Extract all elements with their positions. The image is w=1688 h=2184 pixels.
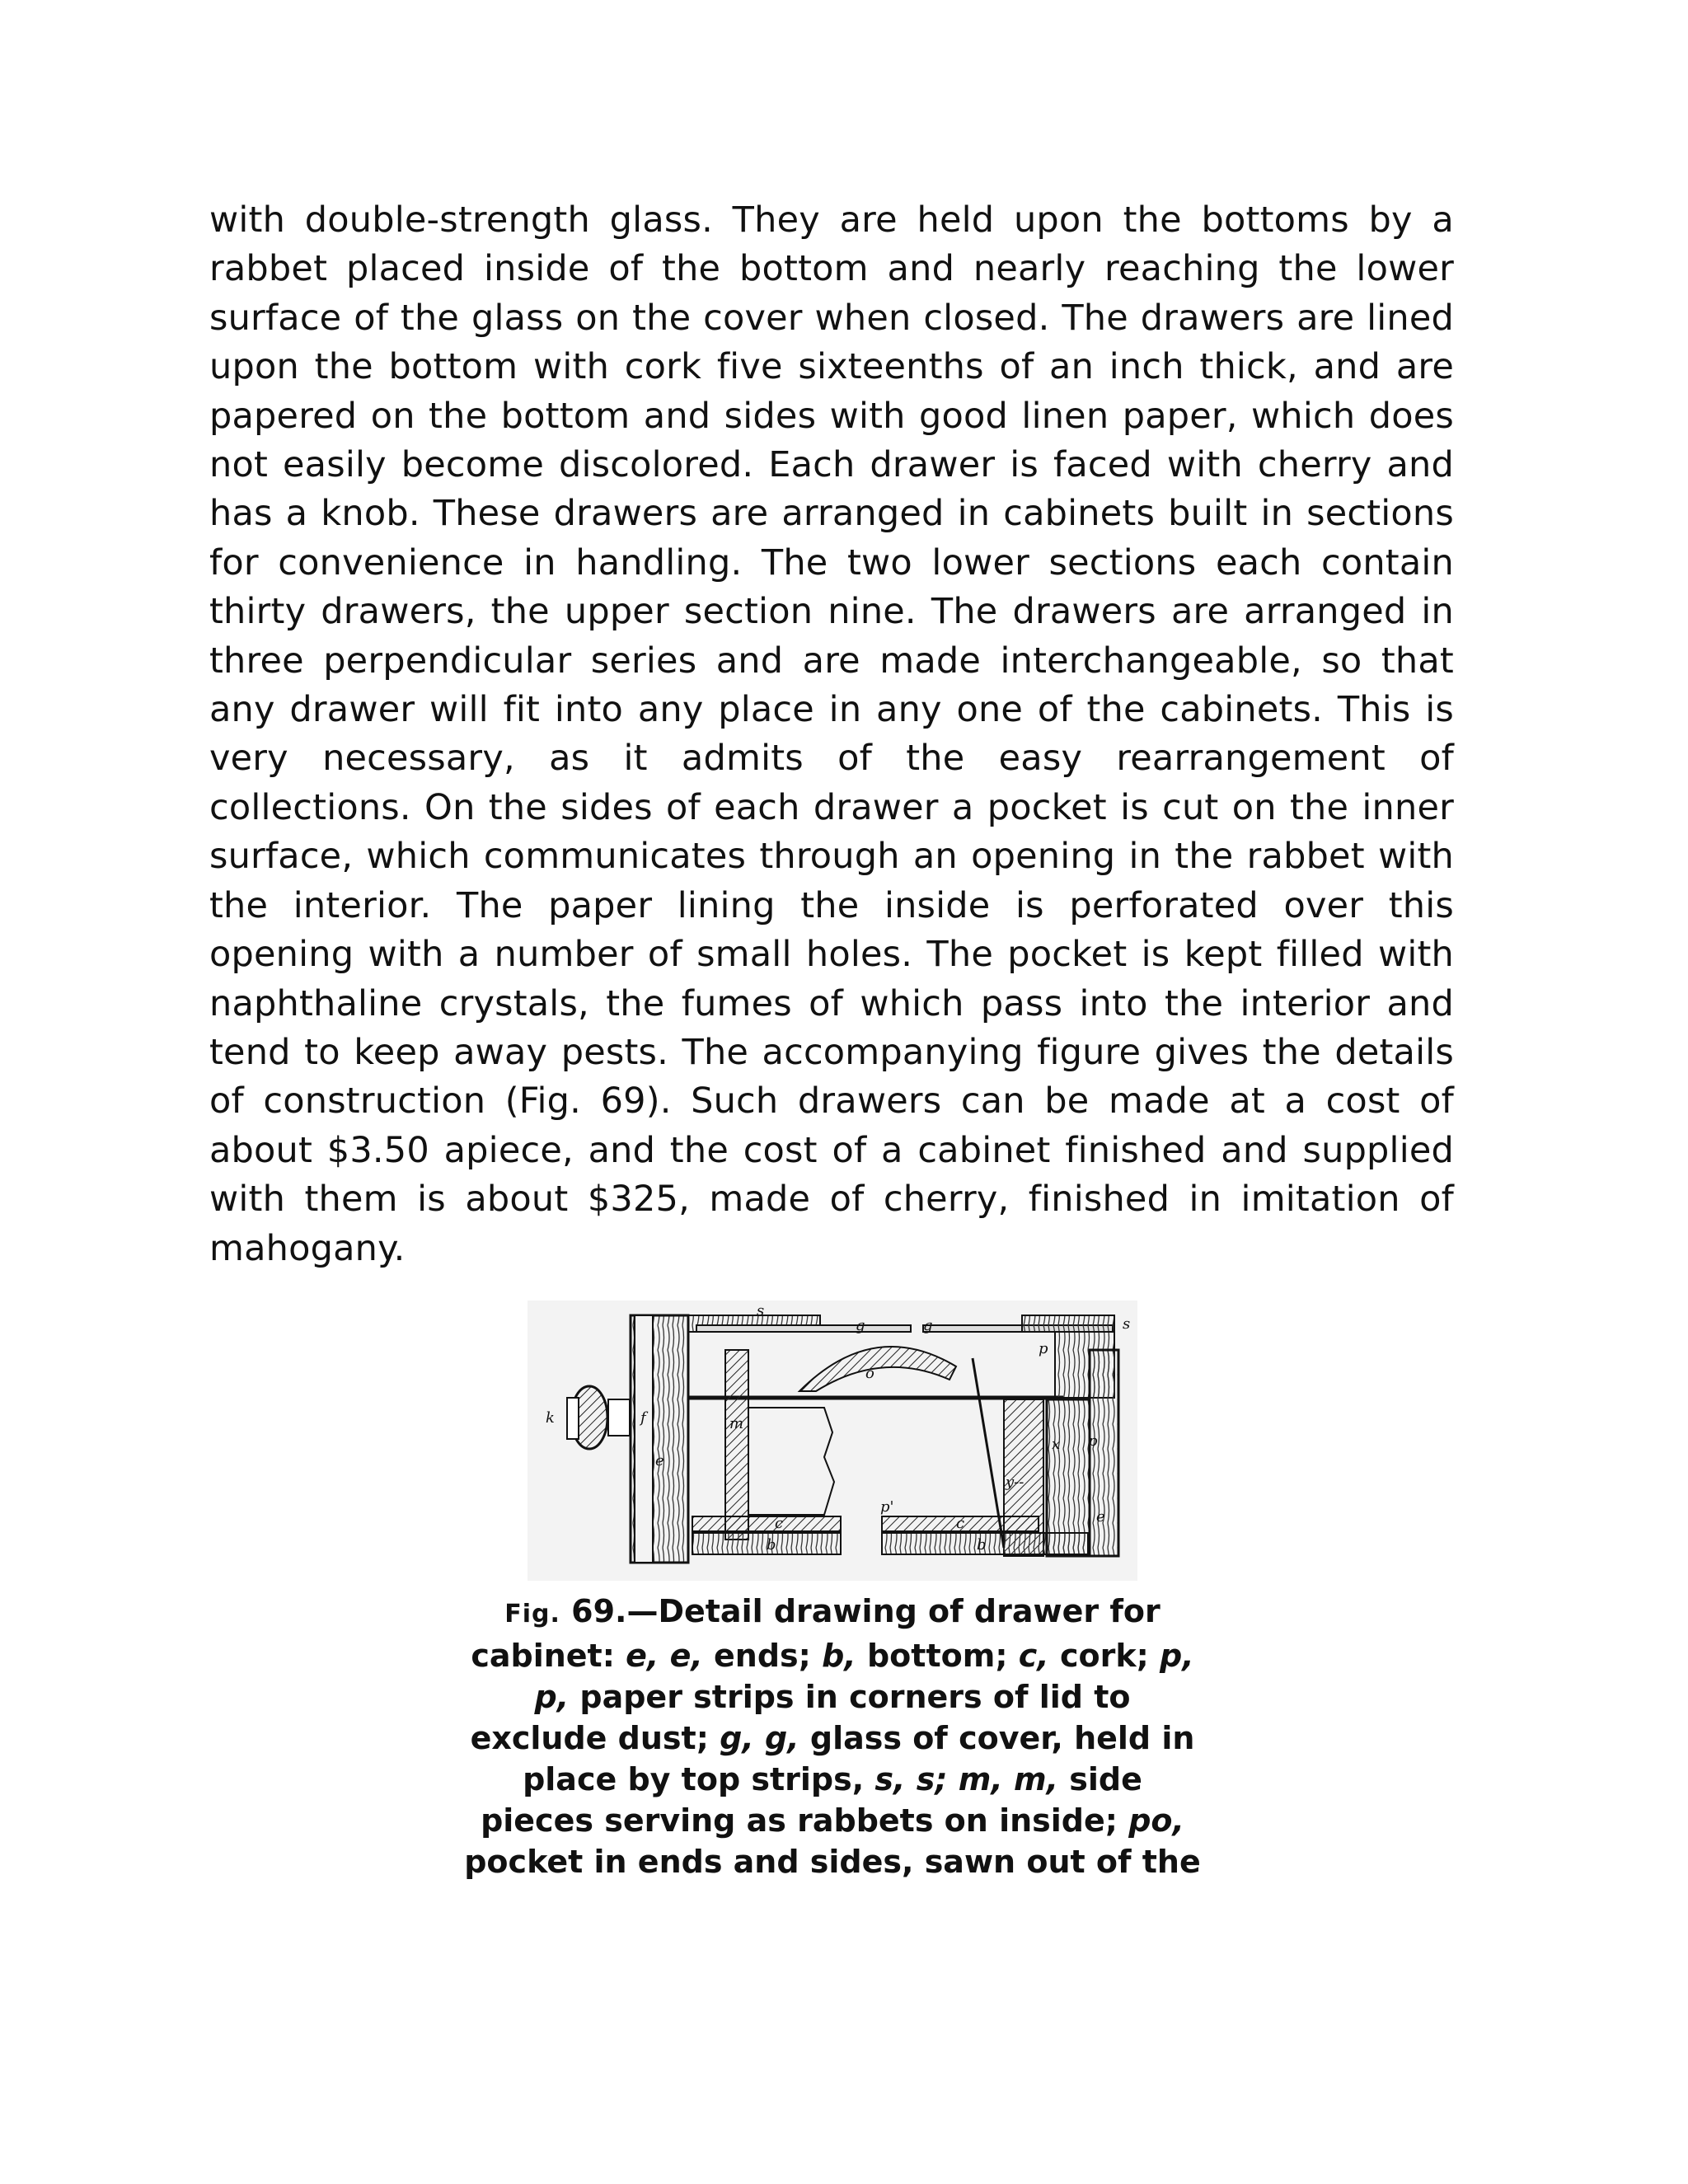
- caption-segment: paper strips in corners of lid to exclude dust;: [470, 1679, 1131, 1756]
- label-c-left: c: [775, 1515, 784, 1532]
- label-p-bottom: p': [880, 1498, 894, 1516]
- label-s-top: s: [757, 1302, 765, 1319]
- label-e-right: e: [1096, 1508, 1105, 1526]
- figure-69-drawer-drawing: [528, 1301, 1137, 1581]
- caption-segment: cork;: [1048, 1638, 1160, 1674]
- caption-fig-prefix: Fig.: [504, 1600, 560, 1629]
- label-m: m: [729, 1415, 744, 1432]
- caption-segment: pocket in ends and sides, sawn out of the: [464, 1844, 1201, 1880]
- caption-segment: bottom;: [856, 1638, 1019, 1674]
- label-p-right: p: [1039, 1340, 1048, 1357]
- caption-segment: [948, 1761, 959, 1797]
- label-x: x: [1052, 1436, 1061, 1453]
- label-f: f: [640, 1409, 646, 1427]
- label-g-right: g: [923, 1317, 933, 1334]
- label-e-left: e: [655, 1452, 664, 1469]
- caption-segment: b,: [822, 1638, 856, 1674]
- inner-side-piece: [725, 1350, 748, 1540]
- drawer-detail-svg: [528, 1301, 1137, 1581]
- label-k: k: [546, 1409, 555, 1427]
- label-p-inner: p: [1088, 1432, 1098, 1450]
- caption-segment: p, p,: [534, 1638, 1194, 1715]
- caption-segment: s, s;: [874, 1761, 948, 1797]
- caption-segment: g, g,: [720, 1720, 799, 1756]
- caption-segment: m, m,: [958, 1761, 1059, 1797]
- caption-segment: c,: [1018, 1638, 1049, 1674]
- caption-fig-number: 69.—Detail drawing of drawer for cabinet:: [471, 1593, 1160, 1674]
- label-o: o: [865, 1365, 874, 1382]
- caption-segment: side pieces serving as rabbets on inside;: [481, 1761, 1142, 1839]
- left-glass: [696, 1325, 911, 1332]
- label-b-left: b: [767, 1536, 776, 1554]
- caption-segment: ends;: [702, 1638, 823, 1674]
- label-g-left: g: [856, 1317, 865, 1334]
- caption-segment: po,: [1128, 1802, 1184, 1839]
- label-s-right: s: [1123, 1315, 1131, 1333]
- label-c-right: c: [956, 1515, 965, 1532]
- body-paragraph: with double-strength glass. They are held upon the bottoms by a rabbet placed inside of the bottom and nearly reaching the lower surface of the glass on the cover when closed. The drawers are lined upon the bottom with cork five sixteenths of an inch thick, and are papered on the bottom and sides with good linen paper, which does not easily become discolored. Each drawer is faced with cherry and has a knob. These drawers are arranged in cabinets built in sections for convenience in handling. The two lower sections each contain thirty drawers, the upper section nine. The drawers are arranged in three perpendicular series and are made interchangeable, so that any drawer will fit into any place in any one of the cabinets. This is very necessary, as it admits of the easy rearrangement of collections. On the sides of each drawer a pocket is cut on the inner surface, which communicates through an opening in the rabbet with the interior. The paper lining the inside is perforated over this opening with a number of small holes. The pocket is kept filled with naphthaline crystals, the fumes of which pass into the interior and tend to keep away pests. The accompanying figure gives the details of construction (Fig. 69). Such drawers can be made at a cost of about $3.50 apiece, and the cost of a cabinet finished and supplied with them is about $325, made of cherry, finished in imitation of mahogany.: [209, 199, 1454, 1269]
- label-b-right: b: [977, 1536, 987, 1554]
- cork-left: [692, 1516, 841, 1531]
- label-y: y--: [1006, 1474, 1025, 1491]
- caption-segment: e, e,: [626, 1638, 703, 1674]
- caption-text: [464, 1638, 1201, 1880]
- right-lid-block: [1022, 1315, 1114, 1332]
- caption-segment: glass of cover, held in place by top strips,: [523, 1720, 1195, 1797]
- figure-caption: [462, 1591, 1203, 1882]
- knob-icon: [567, 1386, 630, 1449]
- pocket-dome: [799, 1347, 956, 1391]
